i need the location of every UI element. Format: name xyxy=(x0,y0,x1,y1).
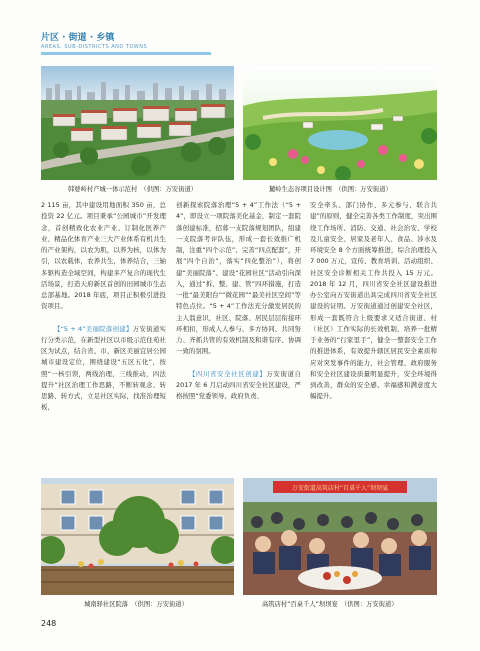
banquet-banner-text: 万安街道高筑店村“百桌千人”坝坝宴 xyxy=(291,485,389,492)
header-bar xyxy=(41,52,211,55)
paragraph-project-intro: 2 115 亩，其中建设用地面积 350 亩，总投资 22 亿元。项目秉承“公园城市”开发理念，首创精致化农业产业、订制化医养产业、精品化体育产业三大产业体系有机共生的产业架构，以农为肌，以养为核，以体为引，以农载体，农养共生，体养结合，三轴多驱构造全域空间，构建多产复合的现代生活场景，打造天府新区首创的田园城市生态总部基地。2018 年底，项目正积极引进投资项目。 xyxy=(41,201,166,311)
paragraph-safety-results: 安全牵头、部门协作、多元参与、联合共建”的原则，健全完善各类工作制度，突出围绕工作场所、消防、交通、社会治安、学校及儿童安全、居家及老年人、食品、涉水及环境安全 8 个方面统筹推进，综合治理投入 7 000 万元，宣传、教育培训、活动组织、社区安全诊断相关工作共投入 15 万元。2018 年 12 月，四川省安全社区建设推进办公室向万安街道出具完成四川省安全社区建设的证明。万安街道通过创建安全社区，形成一套既符合上级要求又适合街道、村（社区）工作实际的长效机制，培养一批精于业务的“行家里手”，健全一整套安全工作的推进体系，有效提升辖区居民安全素质和应对突发事件的能力，社会管理、政府服务和安全社区建设质量明显提升，安全环境得到改善，群众的安全感、幸福感和满意度大幅提升。 xyxy=(310,201,437,401)
paragraph-courtyard-body: 万安街道实行分类示范，在新型社区以市级示范住苑社区为试点，结合省、市、新区美丽宜居公园城市建设定位，围绕建设“五区五化”，按照“一核引领，两线治理，三线推动，四法提升”社区治理工作思路，不断转观念、转思路、转方式，立足社区实际，找准治理短板， xyxy=(41,324,166,412)
paragraph-safe-community-body: 万安街道自 2017 年 6 月启动四川省安全社区建设，严格按照“党委领导、政府负责、 xyxy=(176,369,301,400)
section-subtitle: AREAS, SUB-DISTRICTS AND TOWNS xyxy=(41,44,148,50)
paragraph-safe-community xyxy=(176,369,301,403)
text-column-1 xyxy=(41,200,166,414)
tag-courtyard: 【“5 + 4”美丽院落创建】 xyxy=(53,324,133,333)
caption-eco-valley-photo: 麓岭生态谷项目设计图 （供图：万安街道） xyxy=(269,186,392,193)
courtyard-image xyxy=(41,478,234,595)
caption-banquet-photo: 高筑店村“百桌千人”坝坝宴 （供图：万安街道） xyxy=(262,601,398,608)
text-column-2 xyxy=(176,200,301,402)
photo-banquet xyxy=(243,478,437,595)
village-aerial-image xyxy=(41,66,234,180)
banquet-image xyxy=(243,478,437,595)
section-header xyxy=(41,33,147,51)
tag-safe-community: 【四川省安全社区创建】 xyxy=(188,369,267,378)
photo-eco-valley-design xyxy=(243,66,437,180)
photo-village-aerial xyxy=(41,66,234,180)
caption-village-photo: 韩婆岭村产城一体示范村 （供图：万安街道） xyxy=(68,186,198,193)
page-number: 248 xyxy=(41,619,57,628)
section-title: 片区 · 街道 · 乡镇 xyxy=(41,33,115,43)
photo-courtyard xyxy=(41,478,234,595)
caption-courtyard-photo: 城南驿社区院落 （供图：万安街道） xyxy=(84,601,188,608)
eco-valley-image xyxy=(243,66,437,180)
text-column-3 xyxy=(310,200,437,403)
paragraph-courtyard xyxy=(41,324,166,414)
paragraph-method: 创新探索院落治理“5 + 4”工作法（“5 + 4”，即设立一项院落美化基金，制定一套院落创建标准，招募一支院落规划团队，组建一支院落考评队伍，形成一套长效推广机制，注重“四个示范”、完善“四点配套”，开展“四个自治”，落实“四化整治”），将创建“美丽院落”、建设“花园社区”活动引向深入，通过“拆、整、建、管”四环措施，打造一批“最美阳台”“微花园”“最美社区空间”等特色点位。“5 + 4”工作法充分激发居民的主人翁意识，社区、院落、居民层层衔接环环相扣，形成人人参与、多方协同、共同努力、齐抓共管的有效机制及和谐有序、协调一致的氛围。 xyxy=(176,201,301,356)
